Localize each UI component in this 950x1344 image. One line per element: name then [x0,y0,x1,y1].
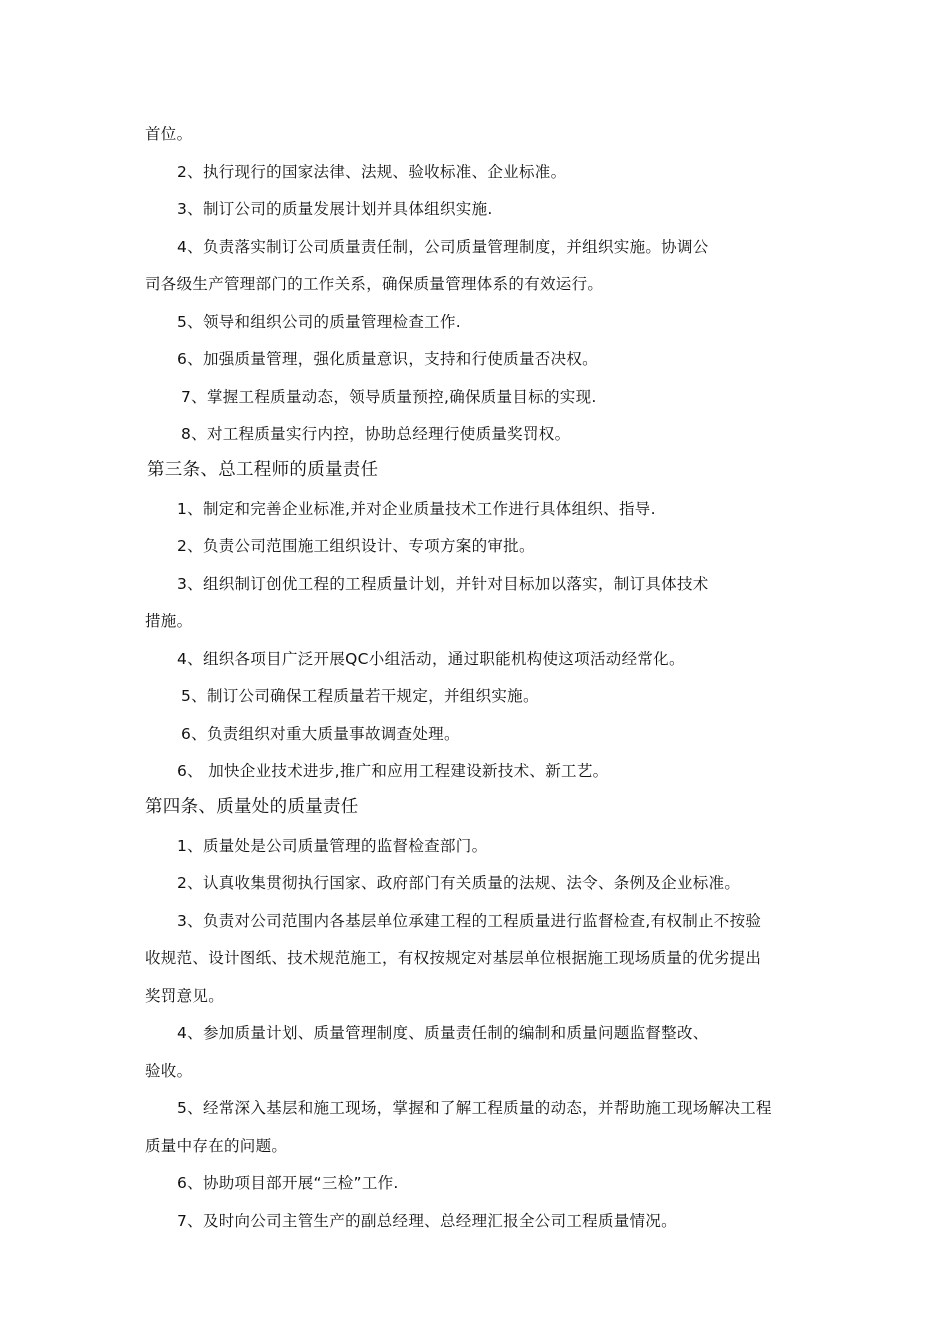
paragraph-line: 6、 加快企业技术进步,推广和应用工程建设新技术、新工艺。 [177,762,609,780]
paragraph-line: 8、对工程质量实行内控，协助总经理行使质量奖罚权。 [181,425,571,443]
paragraph-line: 7、掌握工程质量动态，领导质量预控,确保质量目标的实现. [181,388,597,406]
paragraph-line: 7、及时向公司主管生产的副总经理、总经理汇报全公司工程质量情况。 [177,1212,677,1230]
paragraph-line: 3、负责对公司范围内各基层单位承建工程的工程质量进行监督检查,有权制止不按验 [177,912,762,930]
paragraph-line: 措施。 [145,612,193,630]
paragraph-line: 4、组织各项目广泛开展QC小组活动，通过职能机构使这项活动经常化。 [177,650,685,668]
paragraph-line: 2、执行现行的国家法律、法规、验收标准、企业标准。 [177,163,567,181]
paragraph-line: 首位。 [145,125,193,143]
paragraph-line: 1、质量处是公司质量管理的监督检查部门。 [177,837,488,855]
paragraph-line: 1、制定和完善企业标准,并对企业质量技术工作进行具体组织、指导. [177,500,656,518]
paragraph-line: 3、组织制订创优工程的工程质量计划，并针对目标加以落实，制订具体技术 [177,575,709,593]
section-heading: 第三条、总工程师的质量责任 [147,460,379,480]
paragraph-line: 4、负责落实制订公司质量责任制，公司质量管理制度，并组织实施。协调公 [177,238,709,256]
paragraph-line: 2、负责公司范围施工组织设计、专项方案的审批。 [177,537,535,555]
paragraph-line: 6、协助项目部开展“三检”工作. [177,1174,399,1192]
paragraph-line: 4、参加质量计划、质量管理制度、质量责任制的编制和质量问题监督整改、 [177,1024,709,1042]
paragraph-line: 6、加强质量管理，强化质量意识，支持和行使质量否决权。 [177,350,598,368]
paragraph-line: 奖罚意见。 [145,987,225,1005]
paragraph-line: 6、负责组织对重大质量事故调查处理。 [181,725,460,743]
section-heading: 第四条、质量处的质量责任 [145,797,359,817]
paragraph-line: 验收。 [145,1062,193,1080]
paragraph-line: 2、认真收集贯彻执行国家、政府部门有关质量的法规、法令、条例及企业标准。 [177,874,741,892]
paragraph-line: 5、领导和组织公司的质量管理检查工作. [177,313,461,331]
paragraph-line: 5、制订公司确保工程质量若干规定，并组织实施。 [181,687,539,705]
paragraph-line: 收规范、设计图纸、技术规范施工，有权按规定对基层单位根据施工现场质量的优劣提出 [145,949,762,967]
paragraph-line: 质量中存在的问题。 [145,1137,288,1155]
paragraph-line: 3、制订公司的质量发展计划并具体组织实施. [177,200,493,218]
paragraph-line: 司各级生产管理部门的工作关系，确保质量管理体系的有效运行。 [145,275,604,293]
paragraph-line: 5、经常深入基层和施工现场，掌握和了解工程质量的动态，并帮助施工现场解决工程 [177,1099,772,1117]
